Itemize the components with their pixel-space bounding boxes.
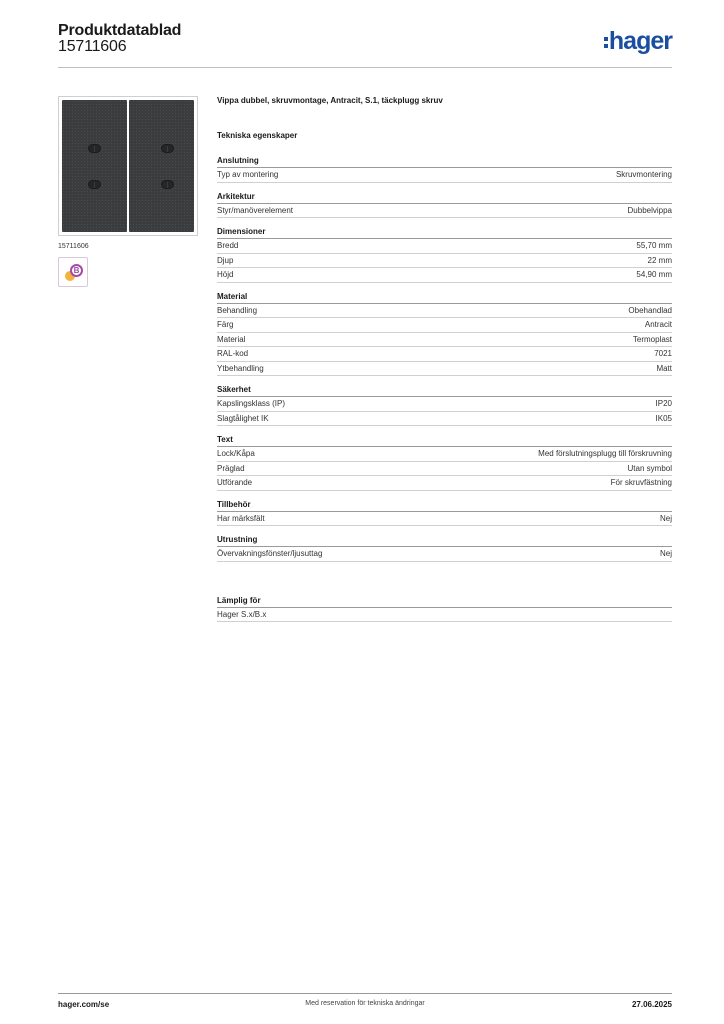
spec-label: Typ av montering — [217, 170, 279, 179]
spec-value: Dubbelvippa — [627, 205, 672, 215]
spec-section — [217, 156, 672, 183]
suitable-for-section — [217, 596, 672, 623]
spec-value: Termoplast — [632, 334, 672, 344]
spec-label: Färg — [217, 320, 234, 329]
badge-letter: B — [70, 264, 83, 277]
footer-note: Med reservation för tekniska ändringar — [305, 1000, 425, 1007]
product-image-column — [58, 96, 198, 287]
spec-label: Slagtålighet IK — [217, 413, 269, 423]
spec-row — [217, 412, 672, 427]
spec-value: Skruvmontering — [615, 170, 672, 179]
section-title: Text — [217, 435, 672, 447]
spec-label: Styr/manöverelement — [217, 205, 294, 215]
spec-row — [217, 239, 672, 254]
spec-section — [217, 500, 672, 527]
spec-label: Behandling — [217, 305, 258, 315]
spec-sections — [217, 156, 672, 562]
screw-plug-icon — [88, 144, 101, 153]
spec-row — [217, 476, 672, 491]
spec-row — [217, 512, 672, 527]
spec-section — [217, 227, 672, 283]
spec-value: Antracit — [644, 320, 672, 329]
spec-value: Matt — [656, 363, 672, 373]
footer-website: hager.com/se — [58, 1000, 110, 1009]
spec-row — [217, 268, 672, 283]
section-title: Dimensioner — [217, 227, 672, 239]
screw-plug-icon — [161, 180, 174, 189]
spec-value: 22 mm — [647, 255, 672, 265]
section-title: Arkitektur — [217, 192, 672, 204]
technical-properties-heading: Tekniska egenskaper — [217, 131, 298, 140]
spec-section — [217, 535, 672, 562]
spec-row — [217, 608, 672, 623]
product-number: 15711606 — [58, 38, 127, 55]
hager-logo — [604, 26, 672, 56]
spec-value: Utan symbol — [627, 463, 672, 473]
spec-row — [217, 304, 672, 319]
spec-value: Med förslutningsplugg till förskruvning — [538, 449, 672, 458]
spec-label: Djup — [217, 255, 234, 265]
screw-plug-icon — [161, 144, 174, 153]
spec-label: Ytbehandling — [217, 363, 264, 373]
product-image — [58, 96, 198, 236]
spec-row — [217, 547, 672, 562]
spec-row — [217, 462, 672, 477]
spec-label: Lock/Kåpa — [217, 449, 255, 458]
section-title: Lämplig för — [217, 596, 672, 608]
image-caption: 15711606 — [58, 243, 89, 250]
section-title: Material — [217, 292, 672, 304]
screw-plug-icon — [88, 180, 101, 189]
footer-date: 27.06.2025 — [631, 1000, 672, 1009]
spec-value: Obehandlad — [628, 305, 672, 315]
product-description: Vippa dubbel, skruvmontage, Antracit, S.1, täckplugg skruv — [217, 96, 443, 105]
spec-section — [217, 385, 672, 426]
section-title: Säkerhet — [217, 385, 672, 397]
spec-label: Kapslingsklass (IP) — [217, 399, 286, 408]
spec-row — [217, 168, 672, 183]
spec-label: Präglad — [217, 463, 245, 473]
certification-badge-icon — [58, 257, 88, 287]
spec-value: För skruvfästning — [610, 478, 672, 487]
spec-value: 55,70 mm — [636, 241, 672, 250]
spec-value: IP20 — [655, 399, 672, 408]
spec-section — [217, 435, 672, 491]
rocker-plate-right — [129, 100, 194, 232]
document-title: Produktdatablad — [58, 22, 182, 39]
spec-label: RAL-kod — [217, 349, 249, 358]
spec-section — [217, 292, 672, 377]
spec-value: Nej — [659, 513, 672, 523]
spec-section — [217, 192, 672, 219]
spec-value: IK05 — [655, 413, 672, 423]
specifications-column — [217, 96, 672, 622]
spec-label: Övervakningsfönster/ljusuttag — [217, 549, 323, 558]
spec-label: Hager S.x/B.x — [217, 609, 267, 619]
spec-row — [217, 397, 672, 412]
rocker-plate-left — [62, 100, 127, 232]
page-footer — [58, 993, 672, 1013]
spec-label: Har märksfält — [217, 513, 265, 523]
spec-label: Höjd — [217, 270, 234, 279]
spec-row — [217, 362, 672, 377]
section-title: Tillbehör — [217, 500, 672, 512]
spec-row — [217, 254, 672, 269]
logo-text: hager — [608, 26, 672, 55]
spec-value: 54,90 mm — [636, 270, 672, 279]
spec-label: Bredd — [217, 241, 239, 250]
spec-row — [217, 333, 672, 348]
page-header — [58, 22, 672, 68]
spec-value: Nej — [659, 549, 672, 558]
spec-label: Material — [217, 334, 246, 344]
logo-dots-icon — [604, 37, 608, 48]
spec-row — [217, 204, 672, 219]
spec-row — [217, 447, 672, 462]
spec-row — [217, 318, 672, 333]
spec-label: Utförande — [217, 478, 253, 487]
section-title: Anslutning — [217, 156, 672, 168]
spec-value: 7021 — [654, 349, 672, 358]
spec-row — [217, 347, 672, 362]
section-title: Utrustning — [217, 535, 672, 547]
